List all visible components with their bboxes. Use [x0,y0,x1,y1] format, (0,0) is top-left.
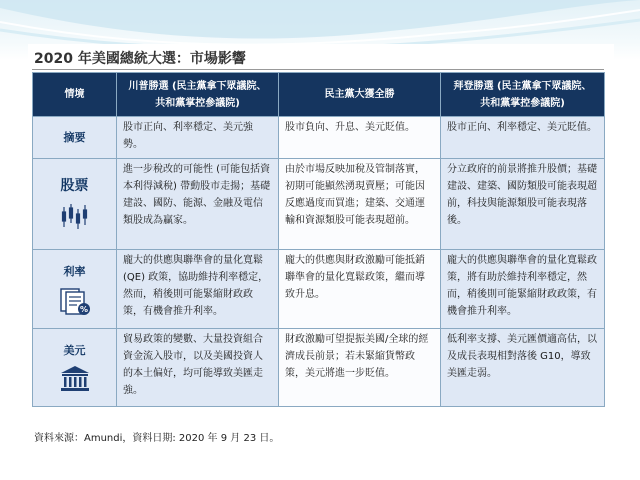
candlestick-chart-icon [60,201,90,231]
row-label-cell [33,159,117,250]
row-label-summary: 摘要 [63,131,86,144]
cell-biden: 低利率支撐、美元匯價適高估，以及成長表現相對落後 G10，導致美匯走弱。 [441,329,605,407]
title-divider [32,69,604,70]
cell-trump: 貿易政策的變數、大量投資組合資金流入股市，以及美國投資人的本土偏好，均可能導致美匯走強。 [117,329,279,407]
cell-democrat-sweep: 股市負向、升息、美元貶值。 [279,117,441,159]
row-label-rates: 利率 [63,264,86,278]
cell-trump: 股市正向、利率穩定、美元強勢。 [117,117,279,159]
table-row [33,329,605,407]
slide-content [28,44,614,452]
table-row [33,117,605,159]
header-trump: 川普勝選 (民主黨拿下眾議院、共和黨掌控參議院) [117,73,279,117]
source-note: 資料來源：Amundi，資料日期: 2020 年 9 月 23 日。 [34,433,280,444]
cell-biden: 股市正向、利率穩定、美元貶值。 [441,117,605,159]
row-label-usd: 美元 [63,344,86,357]
cell-trump: 進一步稅改的可能性 (可能包括資本利得減稅) 帶動股市走揚；基礎建設、國防、能源、金融及電信類股成為贏家。 [117,159,279,250]
table-header-row [33,73,605,117]
cell-democrat-sweep: 財政激勵可望提振美國/全球的經濟成長前景；若未緊縮貨幣政策，美元將進一步貶值。 [279,329,441,407]
cell-democrat-sweep: 由於市場反映加稅及管制落實，初期可能顯然湧現賣壓；可能因反應過度而買進；建築、交通運輸和資源類股可能表現超前。 [279,159,441,250]
page-title: 2020 年美國總統大選：市場影響 [34,51,246,67]
cell-trump: 龐大的供應與聯準會的量化寬鬆 (QE) 政策，協助維持利率穩定，然而，稍後則可能緊縮財政政策，有機會推升利率。 [117,250,279,329]
row-label-cell [33,117,117,159]
cell-democrat-sweep: 龐大的供應與財政激勵可能抵銷聯準會的量化寬鬆政策，繼而導致升息。 [279,250,441,329]
documents-percent-icon [58,286,92,316]
svg-text:%: % [79,304,88,314]
table-row [33,159,605,250]
market-impact-table [32,72,605,407]
bank-building-icon [59,365,91,393]
header-biden: 拜登勝選 (民主黨拿下眾議院、共和黨掌控參議院) [441,73,605,117]
row-label-stocks: 股票 [60,177,89,194]
header-scenario: 情境 [33,73,117,117]
row-label-cell [33,250,117,329]
header-democrat-sweep: 民主黨大獲全勝 [279,73,441,117]
cell-biden: 龐大的供應與聯準會的量化寬鬆政策，將有助於維持利率穩定，然而，稍後則可能緊縮財政政策，有機會推升利率。 [441,250,605,329]
cell-biden: 分立政府的前景將推升股價；基礎建設、建築、國防類股可能表現超前，科技與能源類股可能表現落後。 [441,159,605,250]
row-label-cell [33,329,117,407]
table-row [33,250,605,329]
